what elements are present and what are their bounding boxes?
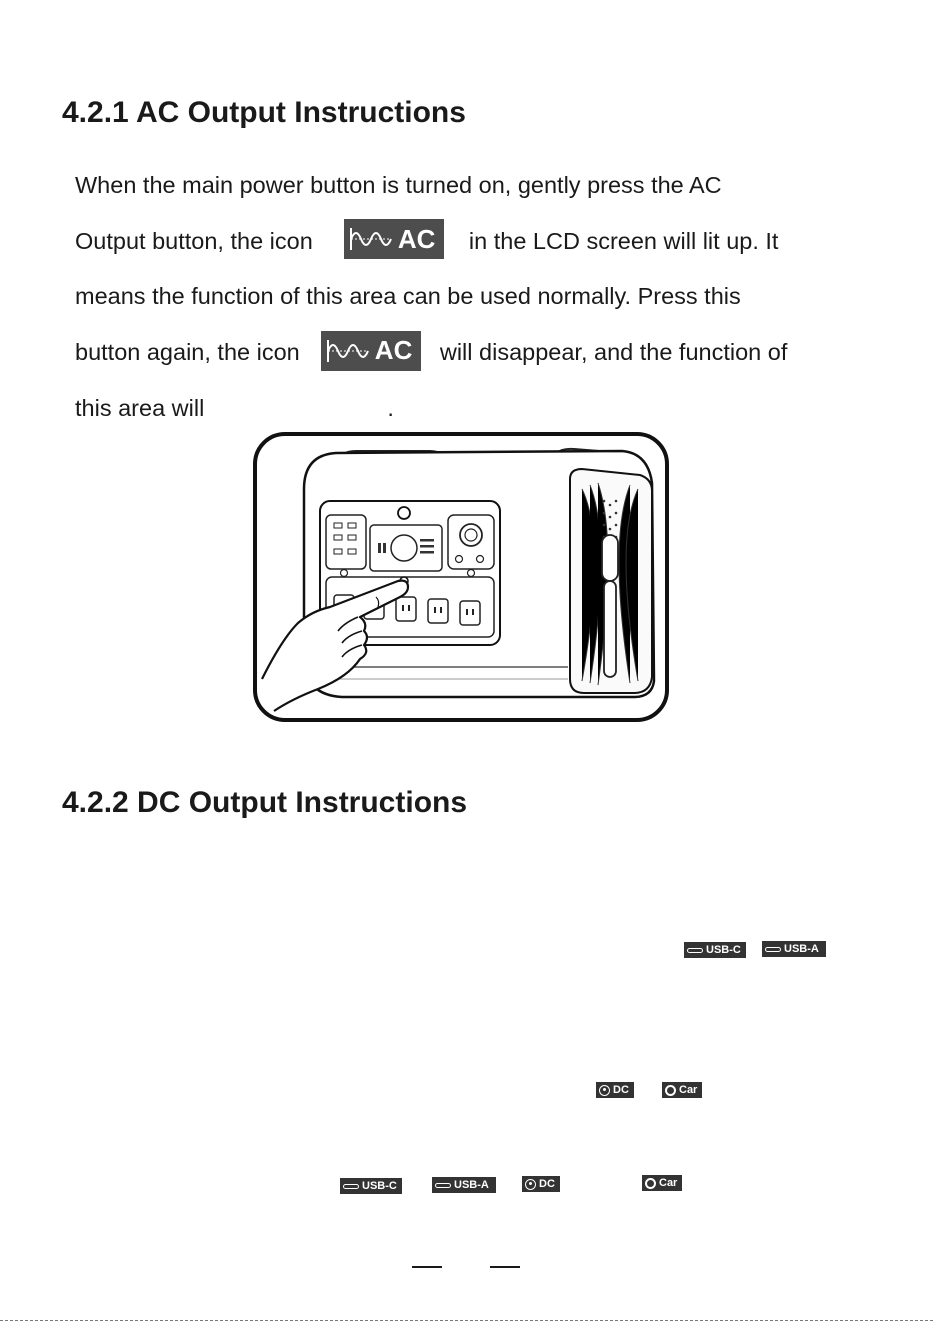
line-5-text: this area will — [75, 394, 205, 421]
usb-a-label: USB-A — [454, 1179, 489, 1191]
dc-dot-icon — [525, 1179, 536, 1190]
line-3-text: means the function of this area can be used normally. Press this — [75, 283, 741, 310]
underline-mark — [490, 1266, 520, 1268]
ac-icon-label: AC — [397, 223, 436, 254]
ac-output-icon — [344, 219, 444, 259]
usb-a-port-icon — [432, 1177, 496, 1193]
usb-a-label: USB-A — [784, 943, 819, 955]
line-2-text-before-icon: Output button, the icon — [75, 227, 313, 254]
dc-dot-icon — [599, 1085, 610, 1096]
section-heading-ac-output: 4.2.1 AC Output Instructions — [62, 96, 466, 129]
section-heading-dc-output: 4.2.2 DC Output Instructions — [62, 786, 468, 819]
ac-instructions-paragraph — [75, 158, 875, 436]
ac-output-icon — [321, 331, 421, 371]
usb-c-label: USB-C — [362, 1180, 397, 1192]
line-5-period: . — [387, 394, 394, 421]
line-4-text-before-icon: button again, the icon — [75, 339, 300, 366]
ac-icon-label: AC — [374, 335, 413, 366]
line-2-text-after-icon: in the LCD screen will lit up. It — [468, 227, 779, 254]
ac-sine-wave-icon — [348, 225, 394, 253]
underline-mark — [412, 1266, 442, 1268]
ac-sine-wave-icon — [325, 337, 371, 365]
car-label: Car — [659, 1177, 678, 1189]
usb-a-slot-icon — [435, 1183, 451, 1188]
usb-c-slot-icon — [687, 948, 703, 953]
dc-port-icon — [522, 1176, 560, 1192]
line-1-text: When the main power button is turned on, gently press the AC — [75, 172, 722, 198]
paragraph-line-2 — [75, 214, 875, 270]
car-port-icon — [642, 1175, 682, 1191]
usb-c-label: USB-C — [706, 944, 741, 956]
line-4-text-after-icon: will disappear, and the function of — [439, 339, 788, 366]
usb-a-slot-icon — [765, 947, 781, 952]
dc-label: DC — [613, 1084, 629, 1096]
usb-c-slot-icon — [343, 1184, 359, 1189]
dc-label: DC — [539, 1178, 555, 1190]
paragraph-line-1 — [75, 158, 875, 214]
power-station-hand-pressing-illustration — [252, 431, 670, 723]
page-bottom-rule — [0, 1320, 933, 1321]
dc-port-icon — [596, 1082, 634, 1098]
usb-a-port-icon — [762, 941, 826, 957]
paragraph-line-4 — [75, 325, 875, 381]
car-port-icon — [662, 1082, 702, 1098]
paragraph-line-5 — [75, 381, 875, 437]
paragraph-line-3 — [75, 269, 875, 325]
car-ring-icon — [665, 1085, 676, 1096]
car-label: Car — [679, 1084, 698, 1096]
usb-c-port-icon — [684, 942, 746, 958]
usb-c-port-icon — [340, 1178, 402, 1194]
car-ring-icon — [645, 1178, 656, 1189]
